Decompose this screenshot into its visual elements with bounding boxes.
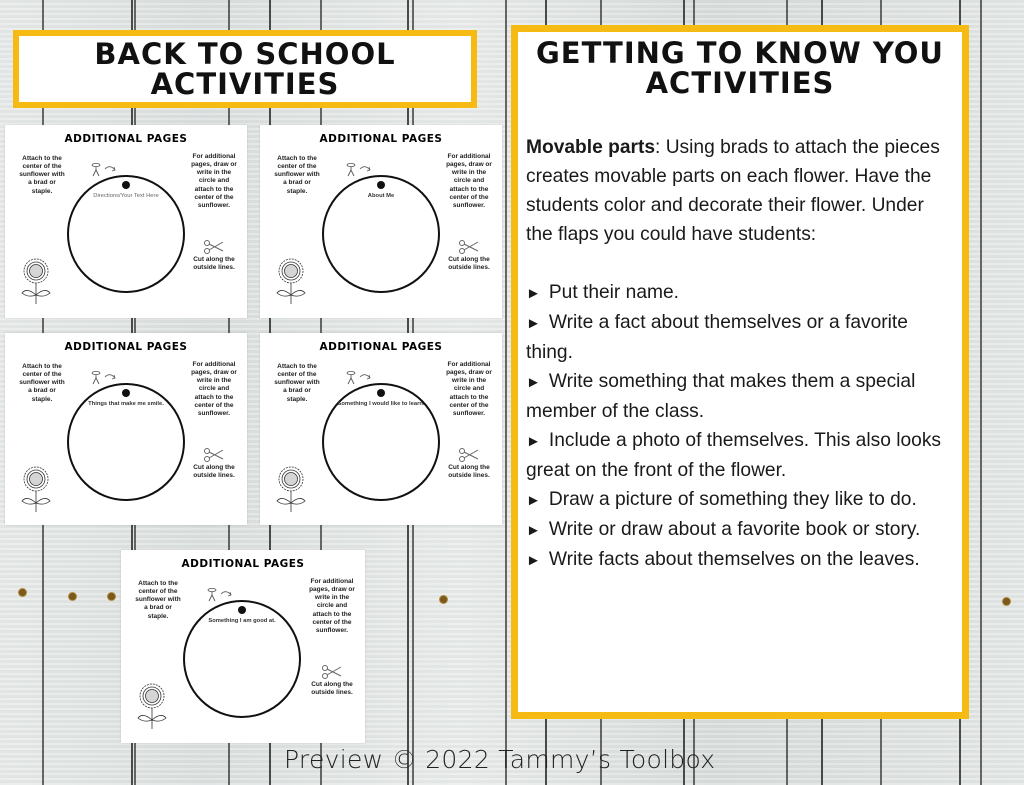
circle-prompt: Something I am good at. bbox=[208, 618, 276, 624]
circle-prompt: About Me bbox=[367, 193, 395, 199]
nail-decoration bbox=[108, 593, 115, 600]
additional-pages-instructions: For additional pages, draw or write in the circle and attach to the center of the sunflower. bbox=[446, 153, 492, 209]
attach-instructions: Attach to the center of the sunflower with a brad or staple. bbox=[274, 363, 320, 403]
punch-hole-icon bbox=[238, 606, 246, 614]
worksheet-card-3 bbox=[5, 333, 247, 525]
worksheet-card-2 bbox=[260, 125, 502, 318]
scissors-icon bbox=[203, 239, 225, 255]
cut-instructions: Cut along the outside lines. bbox=[311, 681, 353, 697]
spacer bbox=[526, 249, 952, 278]
punch-hole-icon bbox=[377, 389, 385, 397]
attach-instructions: Attach to the center of the sunflower with a brad or staple. bbox=[19, 155, 65, 195]
additional-pages-instructions: For additional pages, draw or write in the circle and attach to the center of the sunflower. bbox=[446, 361, 492, 417]
panel-body bbox=[526, 133, 952, 575]
page-number: · bbox=[380, 516, 382, 520]
sunflower-icon bbox=[274, 257, 308, 305]
panel-title-line-2: ACTIVITIES bbox=[645, 66, 835, 101]
triangle-bullet-icon: ► bbox=[526, 522, 541, 539]
getting-to-know-you-panel bbox=[511, 25, 969, 719]
cutout-circle bbox=[67, 383, 185, 501]
worksheet-card-5 bbox=[121, 550, 365, 743]
bullet-item bbox=[526, 367, 952, 426]
cut-instructions: Cut along the outside lines. bbox=[193, 464, 235, 480]
punch-hole-icon bbox=[377, 181, 385, 189]
wood-plank-seam bbox=[980, 0, 982, 785]
back-to-school-header bbox=[13, 30, 477, 108]
attach-instructions: Attach to the center of the sunflower with a brad or staple. bbox=[135, 580, 181, 620]
nail-decoration bbox=[440, 596, 447, 603]
triangle-bullet-icon: ► bbox=[526, 374, 541, 391]
page-number: · bbox=[125, 309, 127, 313]
scissors-icon bbox=[321, 664, 343, 680]
attach-instructions: Attach to the center of the sunflower with a brad or staple. bbox=[19, 363, 65, 403]
preview-copyright-footer: Preview © 2022 Tammy’s Toolbox bbox=[284, 745, 716, 774]
sunflower-icon bbox=[274, 465, 308, 513]
cutout-circle bbox=[67, 175, 185, 293]
card-title: ADDITIONAL PAGES bbox=[64, 133, 188, 145]
bullet-text: Draw a picture of something they like to do. bbox=[548, 489, 917, 510]
additional-pages-instructions: For additional pages, draw or write in the circle and attach to the center of the sunflower. bbox=[309, 578, 355, 634]
triangle-bullet-icon: ► bbox=[526, 315, 541, 332]
header-line-2: ACTIVITIES bbox=[150, 67, 340, 101]
cut-instructions: Cut along the outside lines. bbox=[448, 464, 490, 480]
card-title: ADDITIONAL PAGES bbox=[319, 341, 443, 353]
panel-title-line-1: GETTING TO KNOW YOU bbox=[536, 36, 944, 70]
cut-instructions: Cut along the outside lines. bbox=[193, 256, 235, 272]
cutout-circle bbox=[322, 175, 440, 293]
triangle-bullet-icon: ► bbox=[526, 492, 541, 509]
bullet-item bbox=[526, 308, 952, 367]
triangle-bullet-icon: ► bbox=[526, 552, 541, 569]
scissors-icon bbox=[458, 239, 480, 255]
attach-instructions: Attach to the center of the sunflower with a brad or staple. bbox=[274, 155, 320, 195]
card-title: ADDITIONAL PAGES bbox=[319, 133, 443, 145]
cutout-circle bbox=[322, 383, 440, 501]
bullet-item bbox=[526, 515, 952, 545]
sunflower-icon bbox=[19, 465, 53, 513]
panel-title bbox=[518, 38, 962, 99]
bullet-text: Write a fact about themselves or a favorite thing. bbox=[526, 312, 908, 363]
scissors-icon bbox=[203, 447, 225, 463]
wood-plank-seam bbox=[505, 0, 507, 785]
cut-instructions: Cut along the outside lines. bbox=[448, 256, 490, 272]
sunflower-icon bbox=[135, 682, 169, 730]
punch-hole-icon bbox=[122, 389, 130, 397]
additional-pages-instructions: For additional pages, draw or write in the circle and attach to the center of the sunflower. bbox=[191, 361, 237, 417]
cutout-circle bbox=[183, 600, 301, 718]
bullet-text: Put their name. bbox=[548, 282, 679, 303]
worksheet-card-4 bbox=[260, 333, 502, 525]
lead-text: : Using brads to attach the pieces creates movable parts on each flower. Have the students color and decorate their flower. Under the flaps you could have students: bbox=[526, 137, 940, 245]
card-title: ADDITIONAL PAGES bbox=[64, 341, 188, 353]
sunflower-icon bbox=[19, 257, 53, 305]
triangle-bullet-icon: ► bbox=[526, 285, 541, 302]
bullet-text: Write something that makes them a special member of the class. bbox=[526, 371, 916, 422]
nail-decoration bbox=[19, 589, 26, 596]
scissors-icon bbox=[458, 447, 480, 463]
punch-hole-icon bbox=[122, 181, 130, 189]
circle-prompt: Something I would like to learn. bbox=[337, 401, 425, 407]
nail-decoration bbox=[69, 593, 76, 600]
page-number: · bbox=[242, 734, 244, 738]
page-number: · bbox=[125, 516, 127, 520]
bullet-item bbox=[526, 485, 952, 515]
bullet-item bbox=[526, 545, 952, 575]
bullet-item bbox=[526, 426, 952, 485]
bullet-text: Write or draw about a favorite book or story. bbox=[548, 519, 921, 540]
page-number: · bbox=[380, 309, 382, 313]
lead-paragraph bbox=[526, 133, 952, 249]
circle-prompt: Directions/Your Text Here bbox=[93, 193, 159, 199]
triangle-bullet-icon: ► bbox=[526, 433, 541, 450]
bullet-item bbox=[526, 278, 952, 308]
lead-bold: Movable parts bbox=[526, 137, 656, 158]
header-title bbox=[94, 36, 396, 101]
bullet-text: Write facts about themselves on the leaves. bbox=[548, 549, 920, 570]
additional-pages-instructions: For additional pages, draw or write in the circle and attach to the center of the sunflower. bbox=[191, 153, 237, 209]
circle-prompt: Things that make me smile. bbox=[88, 401, 164, 407]
header-line-1: BACK TO SCHOOL bbox=[94, 36, 396, 71]
bullet-text: Include a photo of themselves. This also looks great on the front of the flower. bbox=[526, 430, 942, 481]
worksheet-card-1 bbox=[5, 125, 247, 318]
card-title: ADDITIONAL PAGES bbox=[181, 558, 305, 570]
nail-decoration bbox=[1003, 598, 1010, 605]
